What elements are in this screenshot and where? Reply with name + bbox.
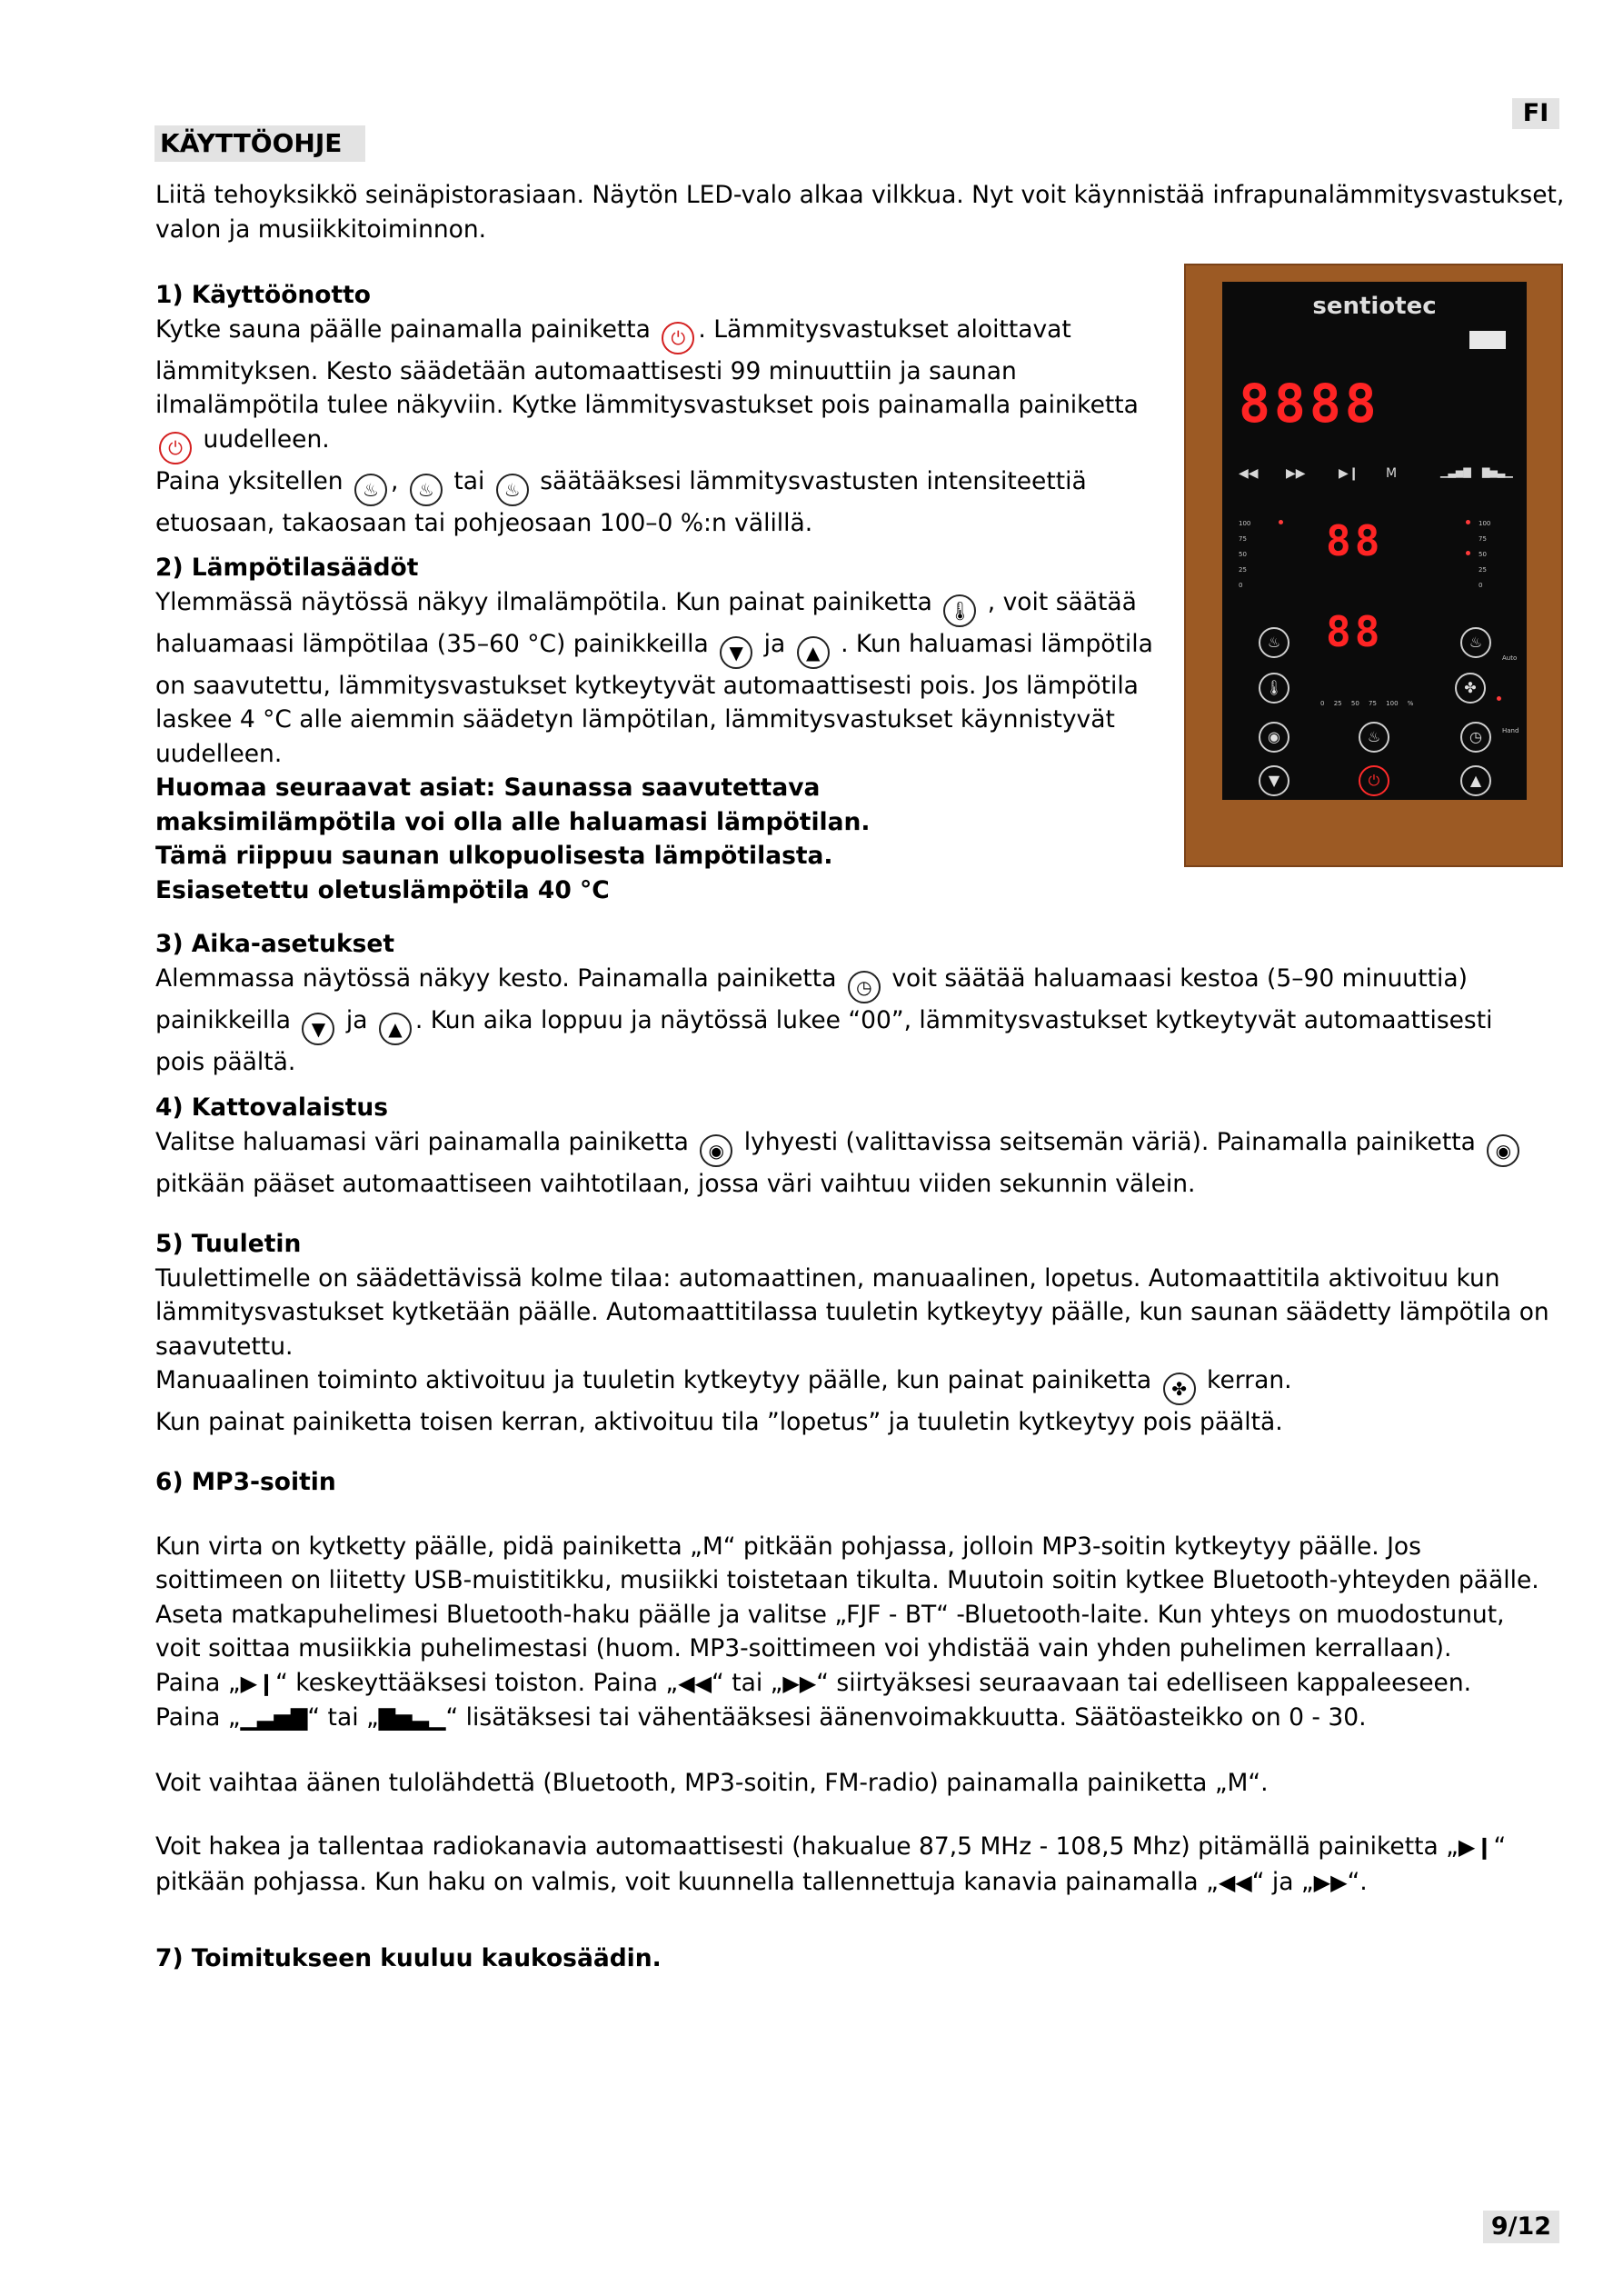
text: lyhyesti (valittavissa seitsemän väriä). Painamalla painiketta xyxy=(743,1127,1476,1156)
text: . Kun aika loppuu ja näytössä lukee “00”, lämmitysvastukset kytkeytyvät automaattisesti xyxy=(414,1005,1493,1034)
clock-button: ◷ xyxy=(1460,722,1491,753)
text: säätääksesi lämmitysvastusten intensiteettiä xyxy=(540,466,1087,495)
text-line xyxy=(155,585,1153,627)
down-button: ▼ xyxy=(1259,765,1289,796)
text-line: Kun virta on kytketty päälle, pidä painiketta „M“ pitkään pohjassa, jolloin MP3-soitin kytkeytyy päälle. Jos xyxy=(155,1532,1421,1561)
led xyxy=(1497,696,1501,701)
text: Kytke sauna päälle painamalla painiketta xyxy=(155,314,651,344)
volume-up-icon: ▁▃▅▇ xyxy=(1440,466,1471,478)
section-heading: 7) Toimitukseen kuuluu kaukosäädin. xyxy=(155,1944,662,1972)
text: ja xyxy=(763,629,786,658)
text: “ lisätäksesi tai vähentääksesi äänenvoimakkuutta. Säätöasteikko on 0 - 30. xyxy=(445,1703,1367,1732)
text-line: on saavutettu, lämmitysvastukset kytkeytyvät automaattisesti pois. Jos lämpötila xyxy=(155,671,1139,700)
heater-icon: ♨ xyxy=(410,474,443,506)
text: “ keskeyttääksesi toiston. Paina „ xyxy=(275,1668,679,1697)
display-bottom: 88 xyxy=(1326,607,1384,656)
text: pitkään pohjassa. Kun haku on valmis, voit kuunnella tallennettuja kanavia painamalla „ xyxy=(155,1867,1219,1896)
text-line: saavutettu. xyxy=(155,1332,294,1361)
text: Valitse haluamasi väri painamalla painiketta xyxy=(155,1127,689,1156)
text: tai xyxy=(453,466,485,495)
clock-icon: ◷ xyxy=(848,971,881,1003)
play-pause-icon: ▶❙ xyxy=(1458,1834,1494,1860)
text-line xyxy=(155,464,1139,506)
text-line: Kun painat painiketta toisen kerran, aktivoituu tila ”lopetus” ja tuuletin kytkeytyy pois päältä. xyxy=(155,1408,1283,1436)
text: . Kun haluamasi lämpötila xyxy=(841,629,1153,658)
text: “ ja „ xyxy=(1251,1867,1314,1896)
heater-icon: ♨ xyxy=(496,474,529,506)
text: “ siirtyäksesi seuraavaan tai edelliseen kappaleeseen. xyxy=(816,1668,1472,1697)
text: , xyxy=(391,466,399,495)
intro-paragraph xyxy=(155,178,1564,246)
power-button: ⏻ xyxy=(1359,765,1389,796)
hand-label: Hand xyxy=(1502,727,1519,734)
text-line xyxy=(155,1701,1539,1736)
right-scale: 100 75 50 25 0 xyxy=(1479,520,1491,589)
ir-sensor xyxy=(1469,331,1506,349)
text: Manuaalinen toiminto aktivoituu ja tuuletin kytkeytyy päälle, kun painat painiketta xyxy=(155,1366,1152,1394)
heater-button: ♨ xyxy=(1460,627,1491,658)
document-title: KÄYTTÖOHJE xyxy=(154,125,365,162)
text-line: Tuulettimelle on säädettävissä kolme tilaa: automaattinen, manuaalinen, lopetus. Automaattitila aktivoituu kun xyxy=(155,1263,1500,1293)
language-tag: FI xyxy=(1512,98,1559,129)
section-heading: 5) Tuuletin xyxy=(155,1230,302,1258)
text-line xyxy=(155,1003,1493,1045)
down-arrow-icon: ▼ xyxy=(720,636,752,669)
note-line: Esiasetettu oletuslämpötila 40 °C xyxy=(155,875,610,904)
text: voit säätää haluamaasi kestoa (5–90 minuuttia) xyxy=(891,963,1468,993)
text-line: Voit vaihtaa äänen tulolähdettä (Bluetooth, MP3-soitin, FM-radio) painamalla painiketta „M“. xyxy=(155,1768,1269,1797)
fan-icon: ✤ xyxy=(1163,1373,1196,1405)
left-scale: 100 75 50 25 0 xyxy=(1239,520,1251,589)
text: kerran. xyxy=(1207,1366,1292,1394)
section-time-settings xyxy=(155,927,1493,1079)
text-line xyxy=(155,1125,1523,1167)
display-top: 8888 xyxy=(1239,373,1380,434)
power-icon: ⏻ xyxy=(159,432,192,464)
intro-line: valon ja musiikkitoiminnon. xyxy=(155,215,487,244)
section-fan xyxy=(155,1227,1549,1440)
section-ceiling-light xyxy=(155,1091,1523,1201)
light-button: ◉ xyxy=(1259,722,1289,753)
section-remote xyxy=(155,1942,662,1976)
volume-down-icon: ▇▅▃▁ xyxy=(378,1705,446,1731)
section-heading: 3) Aika-asetukset xyxy=(155,930,395,958)
text-line: laskee 4 °C alle aiemmin säädetyn lämpötilan, lämmitysvastukset käynnistyvät xyxy=(155,705,1115,734)
text-line: pois päältä. xyxy=(155,1047,296,1076)
up-arrow-icon: ▲ xyxy=(379,1013,412,1045)
text: “ tai „ xyxy=(307,1703,379,1732)
section-heading: 1) Käyttöönotto xyxy=(155,281,372,309)
section-commissioning xyxy=(155,278,1139,540)
section-temperature xyxy=(155,551,1153,907)
light-icon: ◉ xyxy=(1487,1134,1519,1167)
down-arrow-icon: ▼ xyxy=(302,1013,334,1045)
heater-button: ♨ xyxy=(1259,627,1289,658)
text-line xyxy=(155,1666,1539,1702)
page-number: 9/12 xyxy=(1483,2211,1559,2243)
text: Paina yksitellen xyxy=(155,466,344,495)
led xyxy=(1466,551,1470,555)
play-pause-icon: ▶❙ xyxy=(1339,466,1359,481)
text-line xyxy=(155,313,1139,354)
mode-button: M xyxy=(1386,466,1398,481)
text: Ylemmässä näytössä näkyy ilmalämpötila. Kun painat painiketta xyxy=(155,587,932,616)
text: Paina „ xyxy=(155,1668,241,1697)
previous-icon: ◀◀ xyxy=(678,1670,712,1696)
next-icon: ▶▶ xyxy=(782,1670,817,1696)
play-pause-icon: ▶❙ xyxy=(240,1670,276,1696)
text-line xyxy=(155,962,1493,1003)
text: ja xyxy=(345,1005,368,1034)
power-icon: ⏻ xyxy=(662,322,694,354)
next-icon: ▶▶ xyxy=(1286,466,1306,481)
section-heading: 4) Kattovalaistus xyxy=(155,1093,389,1122)
note-line: maksimilämpötila voi olla alle haluamasi lämpötilan. xyxy=(155,807,871,836)
text: haluamaasi lämpötilaa (35–60 °C) painikkeilla xyxy=(155,629,709,658)
text-line: ilmalämpötila tulee näkyviin. Kytke lämmitysvastukset pois painamalla painiketta xyxy=(155,391,1139,419)
text-line: lämmityksen. Kesto säädetään automaattisesti 99 minuuttiin ja saunan xyxy=(155,356,1017,385)
intro-line: Liitä tehoyksikkö seinäpistorasiaan. Näytön LED-valo alkaa vilkkua. Nyt voit käynnistää infrapunalämmitysvastukset, xyxy=(155,181,1565,209)
text-line: pitkään pääset automaattiseen vaihtotilaan, jossa väri vaihtuu viiden sekunnin välein. xyxy=(155,1169,1196,1198)
text-line xyxy=(155,1363,1549,1405)
led xyxy=(1279,520,1283,524)
fan-button: ✤ xyxy=(1455,673,1486,704)
up-button: ▲ xyxy=(1460,765,1491,796)
text: painikkeilla xyxy=(155,1005,291,1034)
section-heading: 6) MP3-soitin xyxy=(155,1468,336,1496)
control-panel-image xyxy=(1184,264,1563,867)
text-line xyxy=(155,1830,1539,1865)
text-line xyxy=(155,423,1139,464)
bottom-scale: 0 25 50 75 100 % xyxy=(1320,700,1414,707)
volume-up-icon: ▁▃▅▇ xyxy=(240,1705,308,1731)
text-line xyxy=(155,1865,1539,1901)
heater-button: ♨ xyxy=(1359,722,1389,753)
text-line: lämmitysvastukset kytketään päälle. Automaattitilassa tuuletin kytkeytyy päälle, kun saunan säädetty lämpötila on xyxy=(155,1298,1549,1326)
next-icon: ▶▶ xyxy=(1313,1869,1348,1895)
text-line: soittimeen on liitetty USB-muistitikku, musiikki toistetaan tikulta. Muutoin soitin kytkee Bluetooth-yhteyden päälle. xyxy=(155,1566,1539,1594)
control-panel-face xyxy=(1222,282,1527,800)
text: “. xyxy=(1347,1867,1368,1896)
text: Paina „ xyxy=(155,1703,241,1732)
text-line: Aseta matkapuhelimesi Bluetooth-haku päälle ja valitse „FJF - BT“ -Bluetooth-laite. Kun yhteys on muodostunut, xyxy=(155,1600,1505,1629)
light-icon: ◉ xyxy=(700,1134,732,1167)
note-line: Huomaa seuraavat asiat: Saunassa saavutettava xyxy=(155,774,821,802)
thermometer-button: 🌡 xyxy=(1259,673,1289,704)
brand-logo: sentiotec xyxy=(1312,293,1437,320)
display-middle: 88 xyxy=(1326,516,1384,565)
volume-down-icon: ▇▅▃▁ xyxy=(1482,466,1513,478)
text: . Lämmitysvastukset aloittavat xyxy=(698,314,1071,344)
text: “ xyxy=(1493,1832,1507,1861)
heater-icon: ♨ xyxy=(354,474,387,506)
thermometer-icon: 🌡 xyxy=(943,594,976,627)
text: “ tai „ xyxy=(712,1668,783,1697)
section-mp3-player xyxy=(155,1465,1539,1900)
auto-label: Auto xyxy=(1502,654,1518,662)
led xyxy=(1466,520,1470,524)
text: , voit säätää xyxy=(987,587,1137,616)
text-line: uudelleen. xyxy=(155,739,283,768)
text: Voit hakea ja tallentaa radiokanavia automaattisesti (hakualue 87,5 MHz - 108,5 Mhz) pitämällä painiketta „ xyxy=(155,1832,1459,1861)
text: uudelleen. xyxy=(203,424,330,454)
previous-icon: ◀◀ xyxy=(1218,1869,1252,1895)
section-heading: 2) Lämpötilasäädöt xyxy=(155,554,419,582)
text-line xyxy=(155,627,1153,669)
text-line: voit soittaa musiikkia puhelimestasi (huom. MP3-soittimeen voi yhdistää vain yhden puhelimen kerrallaan). xyxy=(155,1634,1452,1662)
text-line: etuosaan, takaosaan tai pohjeosaan 100–0 %:n välillä. xyxy=(155,508,813,537)
text: Alemmassa näytössä näkyy kesto. Painamalla painiketta xyxy=(155,963,837,993)
up-arrow-icon: ▲ xyxy=(797,636,830,669)
previous-icon: ◀◀ xyxy=(1239,466,1259,481)
note-line: Tämä riippuu saunan ulkopuolisesta lämpötilasta. xyxy=(155,842,833,870)
